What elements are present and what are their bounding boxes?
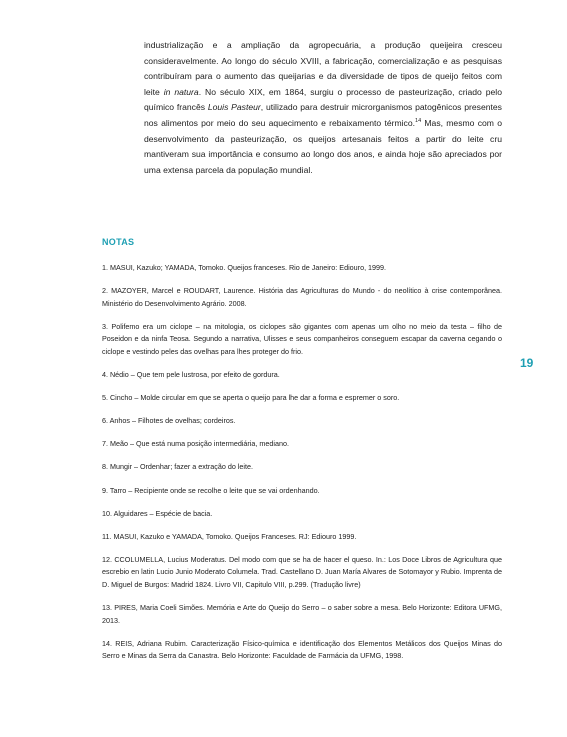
note-11: 11. MASUI, Kazuko e YAMADA, Tomoko. Queijos Franceses. RJ: Ediouro 1999. <box>102 531 357 541</box>
body-text-part2: . No século XIX, em 1864, surgiu o processo de pasteurização, criado pelo químico francês <box>144 86 502 113</box>
note-10: 10. Alguidares – Espécie de bacia. <box>102 508 213 518</box>
note-7: 7. Meão – Que está numa posição intermediária, mediano. <box>102 439 289 449</box>
notes-list <box>102 262 502 673</box>
note-9: 9. Tarro – Recipiente onde se recolhe o leite que se vai ordenhando. <box>102 485 320 495</box>
note-2: 2. MAZOYER, Marcel e ROUDART, Laurence. História das Agriculturas do Mundo - do neolítico à crise contemporânea. Ministério do Desenvolvimento Agrário. 2008. <box>102 286 502 308</box>
note-13: 13. PIRES, Maria Coeli Simões. Memória e Arte do Queijo do Serro – o saber sobre a mesa. Belo Horizonte: Editora UFMG, 2013. <box>102 603 502 625</box>
note-4: 4. Nédio – Que tem pele lustrosa, por efeito de gordura. <box>102 370 280 380</box>
note-14: 14. REIS, Adriana Rubim. Caracterização Físico-química e identificação dos Elementos Metálicos dos Queijos Minas do Serro e Minas da Serra da Canastra. Belo Horizonte: Faculdade de Farmácia da UFMG, 1998. <box>102 638 502 661</box>
body-italic-in-natura: in natura <box>163 86 199 97</box>
body-text-part3: , utilizado para destruir microrganismos patogênicos presentes nos alimentos por meio do seu aquecimento e rebaixamento térmico. <box>144 102 502 128</box>
body-text-part1: industrialização e a ampliação da agropecuária, a produção queijeira cresceu consideravelmente. Ao longo do século XVIII, a fabricação, comercialização e as pesquisas contribuíram para o aumento das queijarias e da diversidade de tipos de queijo feitos com leite <box>144 40 502 97</box>
note-5: 5. Cincho – Molde circular em que se aperta o queijo para lhe dar a forma e espremer o soro. <box>102 393 400 403</box>
note-12: 12. CCOLUMELLA, Lucius Moderatus. Del modo com que se ha de hacer el queso. In.: Los Doce Libros de Agricultura que escrebio en latin Lucio Junio Moderato Columela. Trad. Castellano D. Juan María Alvares de Sotomayor y Rubio. Imprenta de D. Miguel de Burgos: Madrid 1824. Livro VII, Capitulo VIII, p.299. (Tradução livre) <box>102 554 502 589</box>
footnote-ref[interactable]: 14 <box>415 118 422 125</box>
body-italic-louis-pasteur: Louis Pasteur <box>207 102 261 113</box>
body-text-part4: Mas, mesmo com o desenvolvimento da pasteurização, os queijos artesanais feitos a partir do leite cru mantiveram sua importância e consumo ao longo dos anos, e ainda hoje são apreciados por uma extensa parcela da população mundial. <box>144 117 502 175</box>
note-3: 3. Polifemo era um ciclope – na mitologia, os ciclopes são gigantes com apenas um olho no meio da testa – filho de Poseidon e da ninfa Teosa. Segundo a narrativa, Ulisses e seus companheiros conseguem escapar da caverna cegando o ciclope e vestindo peles das ovelhas para lhes proteger do frio. <box>102 321 502 356</box>
note-1: 1. MASUI, Kazuko; YAMADA, Tomoko. Queijos franceses. Rio de Janeiro: Ediouro, 1999. <box>102 263 387 272</box>
notes-heading: NOTAS <box>102 237 135 247</box>
note-8: 8. Mungir – Ordenhar; fazer a extração do leite. <box>102 462 254 472</box>
note-6: 6. Anhos – Filhotes de ovelhas; cordeiros. <box>102 416 236 426</box>
body-paragraph <box>144 38 502 178</box>
page-number: 19 <box>520 356 534 370</box>
